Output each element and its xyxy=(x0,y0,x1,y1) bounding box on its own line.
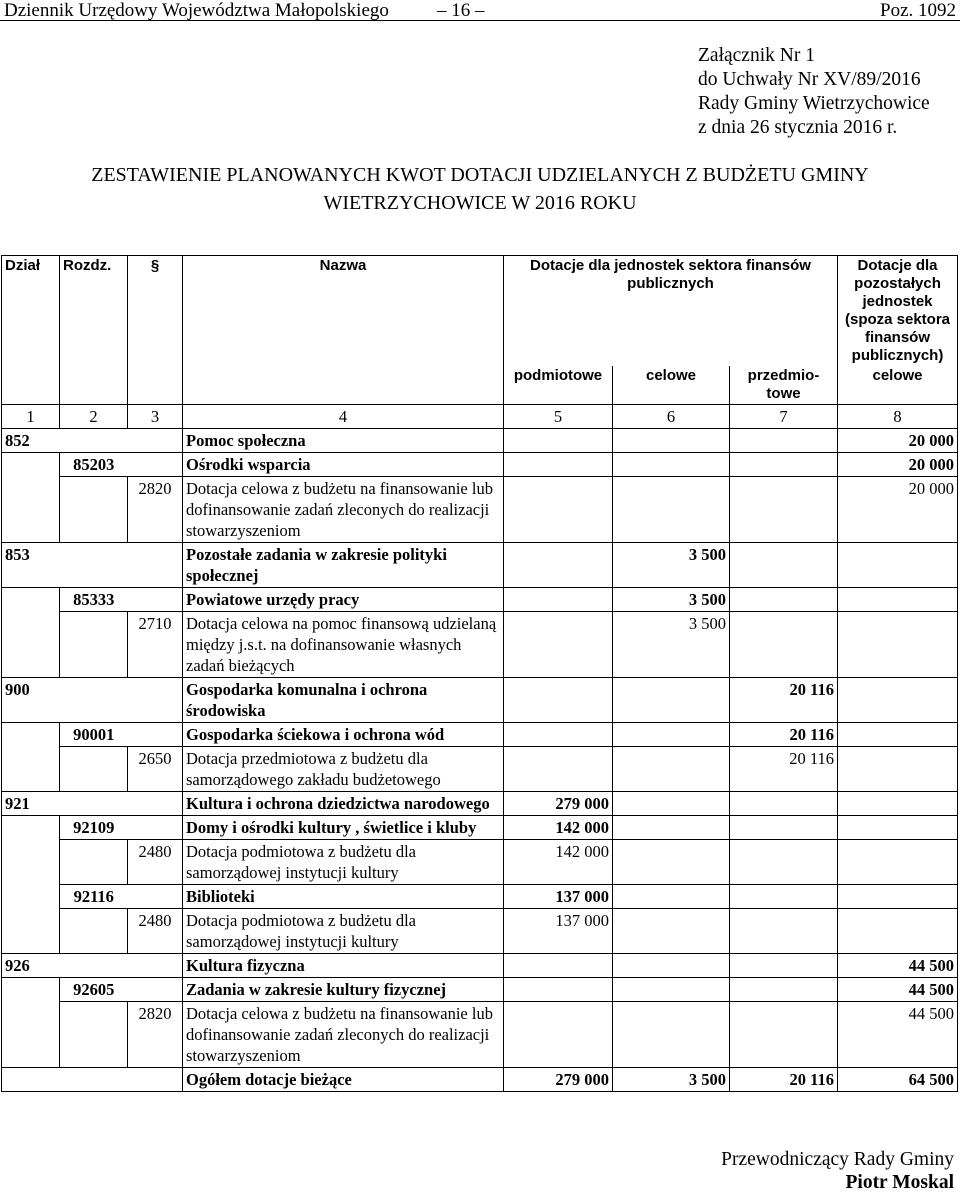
page-number: – 16 – xyxy=(437,0,485,21)
table-row xyxy=(2,954,958,978)
cell-rozdz: 92605 xyxy=(60,978,128,1002)
total-blank xyxy=(60,1068,128,1092)
col-przedmiotowe-header: przedmio-towe xyxy=(730,366,838,405)
cell-paragraph: 2650 xyxy=(128,747,183,792)
table-row xyxy=(2,816,958,840)
table-row xyxy=(2,840,958,885)
cell-dzial xyxy=(2,477,60,543)
col-rozdz-header: Rozdz. xyxy=(60,256,128,405)
cell-paragraph xyxy=(128,429,183,453)
total-row xyxy=(2,1068,958,1092)
cell-nazwa: Pomoc społeczna xyxy=(183,429,504,453)
table-row xyxy=(2,1002,958,1068)
cell-nazwa: Domy i ośrodki kultury , świetlice i kluby xyxy=(183,816,504,840)
signature-name: Piotr Moskal xyxy=(845,1172,954,1193)
table-row xyxy=(2,792,958,816)
cell-rozdz xyxy=(60,792,128,816)
cell-rozdz xyxy=(60,477,128,543)
annex-line-2: do Uchwały Nr XV/89/2016 xyxy=(698,69,921,90)
cell-nazwa: Dotacja celowa z budżetu na finansowanie lub dofinansowanie zadań zleconych do realizacji stowarzyszeniom xyxy=(183,1002,504,1068)
cell-celowe xyxy=(613,909,730,954)
cell-paragraph xyxy=(128,723,183,747)
cell-paragraph xyxy=(128,885,183,909)
cell-przedmiotowe xyxy=(730,588,838,612)
cell-celowe xyxy=(613,816,730,840)
grants-table xyxy=(1,255,958,1092)
total-blank xyxy=(2,1068,60,1092)
total-celowe: 3 500 xyxy=(613,1068,730,1092)
cell-rozdz xyxy=(60,909,128,954)
table-row xyxy=(2,909,958,954)
cell-nazwa: Zadania w zakresie kultury fizycznej xyxy=(183,978,504,1002)
cell-rozdz: 90001 xyxy=(60,723,128,747)
col-other-header: Dotacje dla pozostałych jednostek (spoza sektora finansów publicznych) xyxy=(838,256,958,367)
cell-celowe-other xyxy=(838,909,958,954)
cell-celowe xyxy=(613,747,730,792)
cell-podmiotowe xyxy=(504,954,613,978)
cell-paragraph xyxy=(128,588,183,612)
index-cell: 3 xyxy=(128,405,183,429)
cell-rozdz xyxy=(60,612,128,678)
cell-przedmiotowe: 20 116 xyxy=(730,678,838,723)
cell-nazwa: Dotacja podmiotowa z budżetu dla samorządowej instytucji kultury xyxy=(183,909,504,954)
cell-podmiotowe: 279 000 xyxy=(504,792,613,816)
cell-celowe-other xyxy=(838,678,958,723)
annex-line-1: Załącznik Nr 1 xyxy=(698,45,815,66)
index-cell: 5 xyxy=(504,405,613,429)
signature-role: Przewodniczący Rady Gminy xyxy=(721,1149,954,1170)
cell-paragraph xyxy=(128,978,183,1002)
cell-dzial xyxy=(2,588,60,612)
cell-dzial xyxy=(2,909,60,954)
cell-przedmiotowe xyxy=(730,978,838,1002)
title-line-2: WIETRZYCHOWICE W 2016 ROKU xyxy=(323,192,637,214)
cell-celowe-other xyxy=(838,885,958,909)
table-row xyxy=(2,678,958,723)
table-body xyxy=(2,429,958,1068)
cell-paragraph: 2480 xyxy=(128,840,183,885)
table-row xyxy=(2,978,958,1002)
table-row xyxy=(2,588,958,612)
cell-podmiotowe xyxy=(504,723,613,747)
cell-dzial xyxy=(2,885,60,909)
cell-celowe xyxy=(613,678,730,723)
cell-celowe-other: 44 500 xyxy=(838,978,958,1002)
cell-nazwa: Pozostałe zadania w zakresie polityki społecznej xyxy=(183,543,504,588)
index-cell: 4 xyxy=(183,405,504,429)
cell-rozdz xyxy=(60,678,128,723)
cell-celowe xyxy=(613,453,730,477)
cell-celowe: 3 500 xyxy=(613,588,730,612)
total-celowe-other: 64 500 xyxy=(838,1068,958,1092)
cell-celowe-other xyxy=(838,840,958,885)
cell-przedmiotowe xyxy=(730,1002,838,1068)
cell-przedmiotowe xyxy=(730,792,838,816)
cell-nazwa: Ośrodki wsparcia xyxy=(183,453,504,477)
cell-paragraph: 2820 xyxy=(128,1002,183,1068)
table-row xyxy=(2,885,958,909)
cell-celowe xyxy=(613,840,730,885)
col-nazwa-header: Nazwa xyxy=(183,256,504,405)
cell-celowe xyxy=(613,954,730,978)
cell-paragraph xyxy=(128,453,183,477)
cell-dzial xyxy=(2,1002,60,1068)
cell-rozdz xyxy=(60,954,128,978)
cell-dzial: 853 xyxy=(2,543,60,588)
cell-dzial xyxy=(2,840,60,885)
col-podmiotowe-header: podmiotowe xyxy=(504,366,613,405)
table-row xyxy=(2,543,958,588)
cell-podmiotowe xyxy=(504,477,613,543)
cell-przedmiotowe xyxy=(730,954,838,978)
cell-nazwa: Gospodarka ściekowa i ochrona wód xyxy=(183,723,504,747)
cell-dzial: 926 xyxy=(2,954,60,978)
cell-celowe-other xyxy=(838,612,958,678)
position-number: Poz. 1092 xyxy=(880,0,956,21)
index-cell: 8 xyxy=(838,405,958,429)
cell-dzial xyxy=(2,978,60,1002)
cell-paragraph: 2710 xyxy=(128,612,183,678)
table-row xyxy=(2,747,958,792)
cell-celowe-other xyxy=(838,723,958,747)
cell-celowe xyxy=(613,978,730,1002)
cell-paragraph xyxy=(128,792,183,816)
cell-rozdz xyxy=(60,747,128,792)
document-title xyxy=(0,161,960,217)
cell-paragraph: 2820 xyxy=(128,477,183,543)
total-przedmiotowe: 20 116 xyxy=(730,1068,838,1092)
cell-nazwa: Powiatowe urzędy pracy xyxy=(183,588,504,612)
index-cell: 1 xyxy=(2,405,60,429)
col-celowe2-header: celowe xyxy=(838,366,958,405)
cell-podmiotowe: 142 000 xyxy=(504,840,613,885)
cell-celowe: 3 500 xyxy=(613,612,730,678)
cell-celowe-other: 20 000 xyxy=(838,477,958,543)
cell-rozdz: 92116 xyxy=(60,885,128,909)
cell-celowe: 3 500 xyxy=(613,543,730,588)
cell-celowe-other: 44 500 xyxy=(838,1002,958,1068)
cell-podmiotowe: 142 000 xyxy=(504,816,613,840)
cell-paragraph xyxy=(128,954,183,978)
cell-podmiotowe: 137 000 xyxy=(504,909,613,954)
cell-przedmiotowe xyxy=(730,612,838,678)
total-blank xyxy=(128,1068,183,1092)
cell-rozdz xyxy=(60,429,128,453)
cell-podmiotowe xyxy=(504,429,613,453)
column-index-row xyxy=(2,405,958,429)
cell-nazwa: Dotacja podmiotowa z budżetu dla samorządowej instytucji kultury xyxy=(183,840,504,885)
cell-przedmiotowe xyxy=(730,840,838,885)
cell-paragraph xyxy=(128,816,183,840)
cell-przedmiotowe xyxy=(730,885,838,909)
annex-line-4: z dnia 26 stycznia 2016 r. xyxy=(698,117,898,138)
cell-celowe xyxy=(613,477,730,543)
cell-podmiotowe xyxy=(504,453,613,477)
cell-dzial xyxy=(2,612,60,678)
col-public-header: Dotacje dla jednostek sektora finansów publicznych xyxy=(504,256,838,367)
cell-podmiotowe xyxy=(504,978,613,1002)
cell-przedmiotowe xyxy=(730,543,838,588)
cell-dzial xyxy=(2,723,60,747)
cell-dzial xyxy=(2,747,60,792)
cell-celowe xyxy=(613,792,730,816)
cell-podmiotowe xyxy=(504,678,613,723)
cell-celowe-other xyxy=(838,543,958,588)
cell-paragraph xyxy=(128,543,183,588)
cell-paragraph xyxy=(128,678,183,723)
cell-celowe xyxy=(613,885,730,909)
cell-nazwa: Gospodarka komunalna i ochrona środowiska xyxy=(183,678,504,723)
cell-celowe-other xyxy=(838,792,958,816)
table-row xyxy=(2,723,958,747)
cell-nazwa: Biblioteki xyxy=(183,885,504,909)
cell-nazwa: Dotacja przedmiotowa z budżetu dla samorządowego zakładu budżetowego xyxy=(183,747,504,792)
cell-podmiotowe xyxy=(504,543,613,588)
cell-nazwa: Dotacja celowa z budżetu na finansowanie lub dofinansowanie zadań zleconych do realizacji stowarzyszeniom xyxy=(183,477,504,543)
journal-title: Dziennik Urzędowy Województwa Małopolskiego xyxy=(4,0,389,21)
cell-celowe-other: 20 000 xyxy=(838,429,958,453)
cell-rozdz xyxy=(60,543,128,588)
header-row-top xyxy=(2,256,958,367)
annex-line-3: Rady Gminy Wietrzychowice xyxy=(698,93,930,114)
cell-dzial: 921 xyxy=(2,792,60,816)
cell-przedmiotowe xyxy=(730,816,838,840)
cell-podmiotowe: 137 000 xyxy=(504,885,613,909)
cell-nazwa: Dotacja celowa na pomoc finansową udzielaną między j.s.t. na dofinansowanie własnych zadań bieżących xyxy=(183,612,504,678)
cell-celowe xyxy=(613,1002,730,1068)
cell-przedmiotowe xyxy=(730,429,838,453)
cell-podmiotowe xyxy=(504,588,613,612)
table-row xyxy=(2,453,958,477)
table-row xyxy=(2,477,958,543)
title-line-1: ZESTAWIENIE PLANOWANYCH KWOT DOTACJI UDZIELANYCH Z BUDŻETU GMINY xyxy=(91,164,869,186)
cell-nazwa: Kultura i ochrona dziedzictwa narodowego xyxy=(183,792,504,816)
cell-dzial: 852 xyxy=(2,429,60,453)
cell-celowe-other: 44 500 xyxy=(838,954,958,978)
cell-dzial xyxy=(2,816,60,840)
col-celowe-header: celowe xyxy=(613,366,730,405)
cell-przedmiotowe xyxy=(730,477,838,543)
col-paragraph-header: § xyxy=(128,256,183,405)
cell-rozdz: 85333 xyxy=(60,588,128,612)
cell-rozdz: 85203 xyxy=(60,453,128,477)
cell-przedmiotowe: 20 116 xyxy=(730,723,838,747)
cell-podmiotowe xyxy=(504,747,613,792)
total-label: Ogółem dotacje bieżące xyxy=(183,1068,504,1092)
cell-dzial xyxy=(2,453,60,477)
cell-rozdz xyxy=(60,1002,128,1068)
cell-celowe-other: 20 000 xyxy=(838,453,958,477)
cell-celowe-other xyxy=(838,747,958,792)
header-rule xyxy=(0,20,960,21)
annex-block xyxy=(698,44,930,140)
cell-celowe xyxy=(613,429,730,453)
cell-celowe-other xyxy=(838,588,958,612)
cell-celowe-other xyxy=(838,816,958,840)
cell-dzial: 900 xyxy=(2,678,60,723)
index-cell: 2 xyxy=(60,405,128,429)
cell-podmiotowe xyxy=(504,612,613,678)
index-cell: 7 xyxy=(730,405,838,429)
cell-rozdz xyxy=(60,840,128,885)
cell-przedmiotowe xyxy=(730,453,838,477)
index-cell: 6 xyxy=(613,405,730,429)
cell-nazwa: Kultura fizyczna xyxy=(183,954,504,978)
cell-paragraph: 2480 xyxy=(128,909,183,954)
cell-przedmiotowe xyxy=(730,909,838,954)
cell-przedmiotowe: 20 116 xyxy=(730,747,838,792)
table-row xyxy=(2,612,958,678)
table-row xyxy=(2,429,958,453)
cell-rozdz: 92109 xyxy=(60,816,128,840)
total-podmiotowe: 279 000 xyxy=(504,1068,613,1092)
cell-podmiotowe xyxy=(504,1002,613,1068)
col-dzial-header: Dział xyxy=(2,256,60,405)
cell-celowe xyxy=(613,723,730,747)
